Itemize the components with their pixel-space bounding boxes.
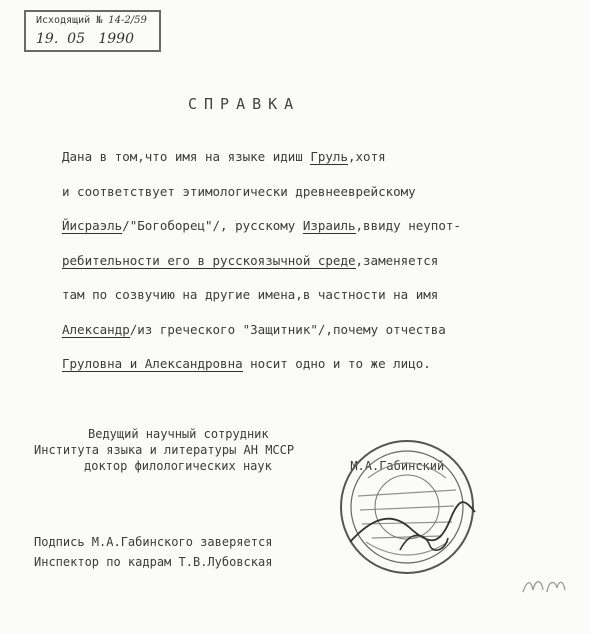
certificate-body — [62, 140, 562, 382]
signer-position: Ведущий научный сотрудник — [88, 427, 269, 441]
stamp-month: 05 — [67, 31, 85, 47]
body-text-segment: /из греческого "Защитник"/, — [129, 321, 333, 337]
verification-block — [34, 532, 272, 572]
verification-text: Подпись М.А.Габинского заверяется — [34, 535, 273, 549]
watermark-logo-icon — [519, 574, 567, 598]
body-line — [62, 209, 562, 244]
body-text-segment: ,хотя — [348, 149, 386, 164]
signer-name: М.А.Габинский — [350, 459, 445, 473]
body-text-segment: там по созвучию на другие имена,в частности на имя — [62, 287, 439, 302]
stamp-label: Исходящий № — [36, 15, 103, 26]
body-text-segment: Дана в том,что имя на языке идиш — [62, 149, 311, 164]
body-text-segment: русскому — [227, 218, 303, 233]
body-line — [62, 278, 562, 313]
body-line — [62, 313, 562, 348]
document-title: СПРАВКА — [188, 95, 301, 113]
underlined-text: Израиль — [302, 218, 356, 233]
outgoing-number-stamp — [24, 10, 161, 52]
inspector-name: Т.В.Лубовская — [178, 555, 273, 569]
underlined-text: Йисраэль — [62, 218, 123, 233]
body-line — [62, 175, 562, 210]
signer-institute: Института языка и литературы АН МССР — [34, 443, 295, 457]
body-text-segment: и соответствует этимологически древнееврейскому — [62, 183, 416, 199]
body-text-segment: ,заменяется — [355, 252, 439, 268]
signer-degree: доктор филологических наук — [84, 459, 272, 473]
stamp-day: 19. — [36, 31, 59, 47]
underlined-text: ребительности его в русскоязычной среде — [62, 252, 356, 268]
body-text-segment: /"Богоборец"/, — [122, 218, 228, 233]
body-text-segment: носит одно и то же лицо. — [242, 356, 431, 371]
stamp-number: 14-2/59 — [108, 15, 147, 26]
inspector-position: Инспектор по кадрам — [34, 555, 172, 569]
body-line — [62, 347, 562, 382]
underlined-text: Груль — [310, 149, 348, 164]
handwritten-signature-icon — [330, 450, 480, 560]
stamp-year: 1990 — [98, 31, 134, 47]
underlined-text: Александр — [62, 321, 130, 337]
underlined-text: Груловна и Александровна — [62, 356, 243, 371]
body-text-segment: почему отчества — [332, 321, 446, 337]
body-line — [62, 244, 562, 279]
body-text-segment: ,ввиду неупот- — [355, 218, 461, 233]
body-line — [62, 140, 562, 175]
